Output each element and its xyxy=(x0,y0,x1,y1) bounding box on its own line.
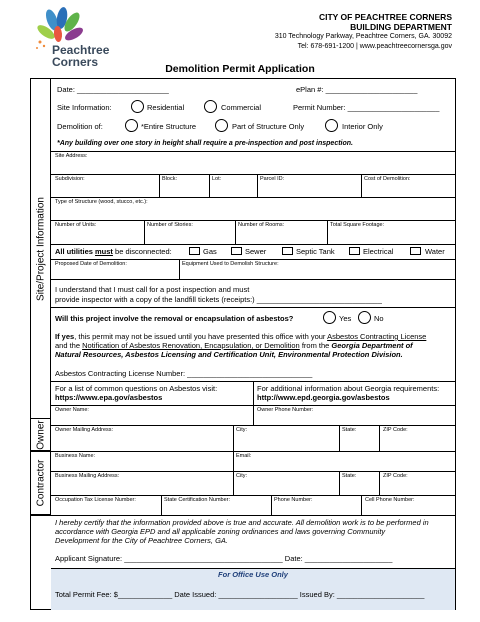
permit-number-field[interactable]: Permit Number: ______________________ xyxy=(293,103,440,112)
radio-part-structure[interactable] xyxy=(215,119,228,132)
radio-interior-only[interactable] xyxy=(325,119,338,132)
asbestos-no-label: No xyxy=(374,314,384,323)
state-certification-field[interactable]: State Certification Number: xyxy=(164,497,231,503)
owner-phone-field[interactable]: Owner Phone Number: xyxy=(257,407,314,413)
permit-form xyxy=(30,78,456,610)
section-site-label: Site/Project Information xyxy=(35,196,46,301)
epd-link[interactable]: http://www.epd.georgia.gov/asbestos xyxy=(257,393,390,402)
asbestos-license-number-field[interactable]: Asbestos Contracting License Number: ______________________________ xyxy=(55,369,313,378)
section-owner-label: Owner xyxy=(35,419,46,450)
interior-only-label: Interior Only xyxy=(342,122,383,131)
office-use-title: For Office Use Only xyxy=(218,570,288,579)
epa-link[interactable]: https://www.epa.gov/asbestos xyxy=(55,393,163,402)
asbestos-license-link[interactable]: Asbestos Contracting License xyxy=(327,332,427,341)
applicant-signature-field[interactable]: Applicant Signature: ______________________________________ Date: _____________________ xyxy=(55,554,393,563)
septic-tank-label: Septic Tank xyxy=(296,247,335,256)
owner-mailing-address-field[interactable]: Owner Mailing Address: xyxy=(55,427,114,433)
proposed-date-field[interactable]: Proposed Date of Demolition: xyxy=(55,261,127,267)
cost-of-demolition-field[interactable]: Cost of Demolition: xyxy=(364,176,411,182)
owner-city-field[interactable]: City: xyxy=(236,427,247,433)
radio-asbestos-no[interactable] xyxy=(358,311,371,324)
checkbox-sewer[interactable] xyxy=(231,247,242,255)
asbestos-question: Will this project involve the removal or encapsulation of asbestos? xyxy=(55,314,294,323)
equipment-used-field[interactable]: Equipment Used to Demolish Structure: xyxy=(182,261,279,267)
radio-residential[interactable] xyxy=(131,100,144,113)
asbestos-paragraph-2: and the Notification of Asbestos Renovation, Encapsulation, or Demolition from the Georgia Department of xyxy=(55,341,413,350)
contractor-zip-field[interactable]: ZIP Code: xyxy=(383,473,408,479)
landfill-tickets-field[interactable]: provide inspector with a copy of the landfill tickets (receipts:) ______________________________ xyxy=(55,295,382,304)
certification-line-3: Development for the City of Peachtree Corners, GA. xyxy=(55,536,228,545)
water-label: Water xyxy=(425,247,445,256)
block-field[interactable]: Block: xyxy=(162,176,177,182)
checkbox-septic-tank[interactable] xyxy=(282,247,293,255)
type-of-structure-field[interactable]: Type of Structure (wood, stucco, etc.): xyxy=(55,199,148,205)
business-mailing-address-field[interactable]: Business Mailing Address: xyxy=(55,473,120,479)
checkbox-water[interactable] xyxy=(410,247,421,255)
city-logo xyxy=(28,6,138,68)
demolition-of-label: Demolition of: xyxy=(57,122,103,131)
checkbox-gas[interactable] xyxy=(189,247,200,255)
business-name-field[interactable]: Business Name: xyxy=(55,453,96,459)
org-contact: Tel: 678-691-1200 | www.peachtreecornersga.gov xyxy=(297,43,452,50)
section-site xyxy=(31,79,51,419)
contractor-phone-field[interactable]: Phone Number: xyxy=(274,497,313,503)
gas-label: Gas xyxy=(203,247,217,256)
office-fee-fields[interactable]: Total Permit Fee: $_____________ Date Issued: ___________________ Issued By: _____________________ xyxy=(55,590,425,599)
asbestos-yes-label: Yes xyxy=(339,314,352,323)
faq-right-text: For additional information about Georgia requirements: xyxy=(257,384,440,393)
electrical-label: Electrical xyxy=(363,247,394,256)
contractor-state-field[interactable]: State: xyxy=(342,473,357,479)
sewer-label: Sewer xyxy=(245,247,267,256)
contractor-cell-field[interactable]: Cell Phone Number: xyxy=(365,497,415,503)
contractor-email-field[interactable]: Email: xyxy=(236,453,252,459)
section-contractor-label: Contractor xyxy=(35,459,46,506)
svg-text:Corners: Corners xyxy=(52,55,99,68)
entire-structure-label: *Entire Structure xyxy=(141,122,197,131)
svg-text:Peachtree: Peachtree xyxy=(52,43,110,57)
radio-commercial[interactable] xyxy=(204,100,217,113)
commercial-label: Commercial xyxy=(221,103,262,112)
total-square-footage-field[interactable]: Total Square Footage: xyxy=(330,222,385,228)
landfill-line-1: I understand that I must call for a post inspection and must xyxy=(55,285,250,294)
parcel-id-field[interactable]: Parcel ID: xyxy=(260,176,285,182)
notification-link[interactable]: Notification of Asbestos Renovation, Encapsulation, or Demolition xyxy=(82,341,300,350)
checkbox-electrical[interactable] xyxy=(349,247,360,255)
site-info-label: Site Information: xyxy=(57,103,112,112)
eplan-field[interactable]: ePlan #: ______________________ xyxy=(296,85,418,94)
page-title: Demolition Permit Application xyxy=(165,63,315,75)
owner-state-field[interactable]: State: xyxy=(342,427,357,433)
asbestos-paragraph-3: Natural Resources, Asbestos Licensing and Certification Unit, Environmental Protection Division. xyxy=(55,350,403,359)
dept-name: BUILDING DEPARTMENT xyxy=(350,22,452,32)
number-of-units-field[interactable]: Number of Units: xyxy=(55,222,97,228)
number-of-stories-field[interactable]: Number of Stories: xyxy=(147,222,193,228)
number-of-rooms-field[interactable]: Number of Rooms: xyxy=(238,222,285,228)
utilities-label: All utilities must be disconnected: xyxy=(55,247,172,256)
section-owner xyxy=(31,419,51,451)
faq-left-text: For a list of common questions on Asbestos visit: xyxy=(55,384,218,393)
site-address-field[interactable]: Site Address: xyxy=(55,153,88,159)
occupation-tax-license-field[interactable]: Occupation Tax License Number: xyxy=(55,497,136,503)
owner-name-field[interactable]: Owner Name: xyxy=(55,407,89,413)
owner-zip-field[interactable]: ZIP Code: xyxy=(383,427,408,433)
contractor-city-field[interactable]: City: xyxy=(236,473,247,479)
org-block xyxy=(275,12,452,52)
preinspection-note: *Any building over one story in height shall require a pre-inspection and post inspection. xyxy=(57,140,353,147)
section-contractor xyxy=(31,451,51,515)
part-structure-label: Part of Structure Only xyxy=(232,122,305,131)
certification-line-1: I hereby certify that the information provided above is true and accurate. All demolition work is to be performed in xyxy=(55,518,429,527)
date-field[interactable]: Date: ______________________ xyxy=(57,85,169,94)
residential-label: Residential xyxy=(147,103,185,112)
asbestos-paragraph-1: If yes, this permit may not be issued until you have presented this office with your Asbestos Contracting License xyxy=(55,332,427,341)
radio-entire-structure[interactable] xyxy=(125,119,138,132)
certification-line-2: accordance with Georgia EPD and all applicable zoning ordinances and laws governing Community xyxy=(55,527,386,536)
org-address: 310 Technology Parkway, Peachtree Corners, GA. 30092 xyxy=(274,33,452,40)
lot-field[interactable]: Lot: xyxy=(212,176,222,182)
subdivision-field[interactable]: Subdivision: xyxy=(55,176,85,182)
radio-asbestos-yes[interactable] xyxy=(323,311,336,324)
org-name: CITY OF PEACHTREE CORNERS xyxy=(318,12,452,22)
